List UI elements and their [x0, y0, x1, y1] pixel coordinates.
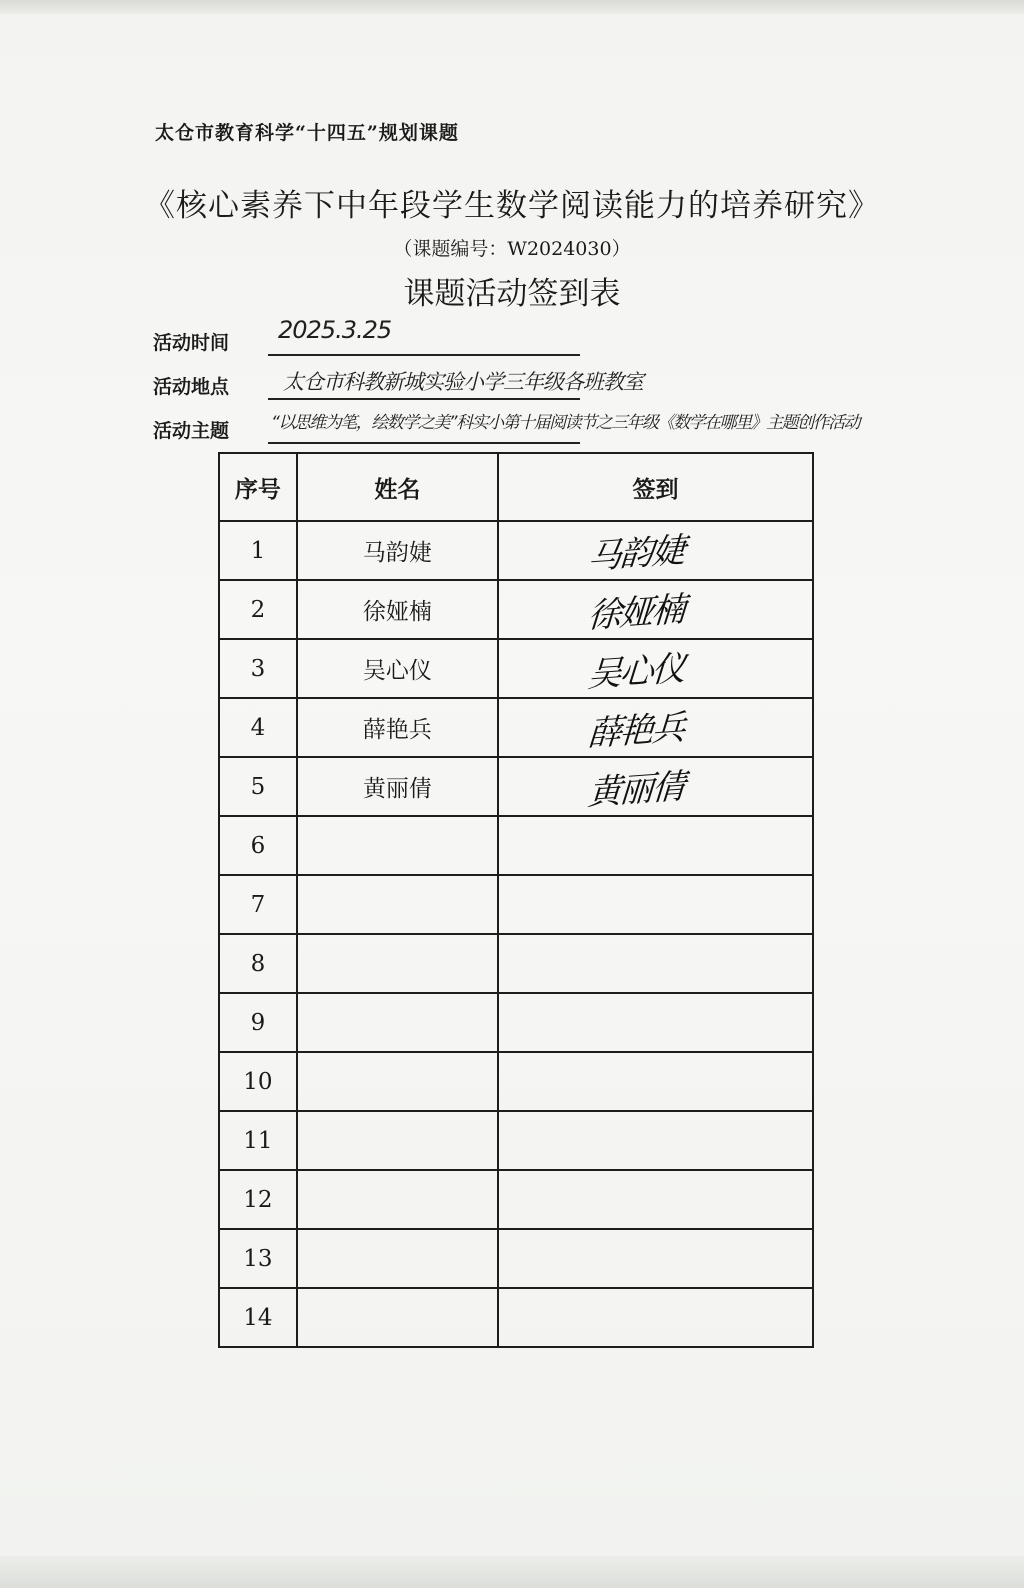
handwritten-signature: 马韵婕: [585, 530, 685, 578]
row-number: 7: [219, 875, 297, 934]
table-row: [219, 698, 813, 757]
row-number: 2: [219, 580, 297, 639]
participant-name: 马韵婕: [297, 521, 498, 580]
row-number: 6: [219, 816, 297, 875]
row-number: 14: [219, 1288, 297, 1347]
table-row: [219, 816, 813, 875]
row-number: 8: [219, 934, 297, 993]
table-row: [219, 639, 813, 698]
table-header-row: [219, 453, 813, 521]
participant-name: [297, 1170, 498, 1229]
signature-cell: [498, 639, 813, 698]
participant-name: 黄丽倩: [297, 757, 498, 816]
theme-underline: [268, 442, 580, 444]
row-number: 11: [219, 1111, 297, 1170]
participant-name: [297, 934, 498, 993]
document-title: 《核心素养下中年段学生数学阅读能力的培养研究》: [144, 188, 880, 224]
time-label: 活动时间: [153, 332, 230, 354]
row-number: 10: [219, 1052, 297, 1111]
signature-cell: [498, 875, 813, 934]
table-row: [219, 521, 813, 580]
row-number: 9: [219, 993, 297, 1052]
header-number: 序号: [219, 453, 297, 521]
signature-cell: [498, 1288, 813, 1347]
signature-cell: [498, 580, 813, 639]
row-number: 13: [219, 1229, 297, 1288]
signature-cell: [498, 1052, 813, 1111]
signature-cell: [498, 816, 813, 875]
place-label: 活动地点: [153, 376, 230, 398]
participant-name: [297, 816, 498, 875]
place-underline: [268, 398, 580, 400]
table-row: [219, 1111, 813, 1170]
handwritten-signature: 吴心仪: [585, 648, 685, 696]
table-row: [219, 580, 813, 639]
project-code: （课题编号：W2024030）: [393, 238, 631, 260]
table-row: [219, 875, 813, 934]
page-top-edge: [0, 0, 1024, 14]
row-number: 12: [219, 1170, 297, 1229]
row-number: 1: [219, 521, 297, 580]
time-underline: [268, 354, 580, 356]
row-number: 3: [219, 639, 297, 698]
participant-name: 吴心仪: [297, 639, 498, 698]
participant-name: [297, 875, 498, 934]
signature-cell: [498, 1111, 813, 1170]
handwritten-signature: 徐娅楠: [585, 589, 685, 637]
theme-value: “以思维为笔，绘数学之美”科实小第十届阅读节之三年级《数学在哪里》主题创作活动: [271, 413, 860, 433]
project-line: 太仓市教育科学“十四五”规划课题: [155, 122, 459, 144]
time-value: 2025.3.25: [278, 316, 392, 344]
signature-cell: [498, 698, 813, 757]
table-row: [219, 1288, 813, 1347]
table-row: [219, 934, 813, 993]
place-value: 太仓市科教新城实验小学三年级各班教室: [283, 370, 643, 394]
participant-name: 薛艳兵: [297, 698, 498, 757]
participant-name: [297, 1229, 498, 1288]
participant-name: [297, 1111, 498, 1170]
participant-name: [297, 993, 498, 1052]
sign-in-table: [218, 452, 814, 1348]
table-row: [219, 993, 813, 1052]
handwritten-signature: 黄丽倩: [585, 766, 685, 814]
table-row: [219, 1052, 813, 1111]
signature-cell: [498, 934, 813, 993]
handwritten-signature: 薛艳兵: [585, 707, 685, 755]
signature-cell: [498, 993, 813, 1052]
table-row: [219, 757, 813, 816]
participant-name: [297, 1288, 498, 1347]
header-signature: 签到: [498, 453, 813, 521]
participant-name: [297, 1052, 498, 1111]
signature-cell: [498, 757, 813, 816]
table-row: [219, 1170, 813, 1229]
signature-cell: [498, 1170, 813, 1229]
row-number: 4: [219, 698, 297, 757]
signature-cell: [498, 1229, 813, 1288]
form-title: 课题活动签到表: [403, 276, 621, 312]
page-bottom-edge: [0, 1556, 1024, 1588]
table-body: [219, 521, 813, 1347]
theme-label: 活动主题: [153, 420, 230, 442]
participant-name: 徐娅楠: [297, 580, 498, 639]
header-name: 姓名: [297, 453, 498, 521]
row-number: 5: [219, 757, 297, 816]
signature-cell: [498, 521, 813, 580]
table-row: [219, 1229, 813, 1288]
